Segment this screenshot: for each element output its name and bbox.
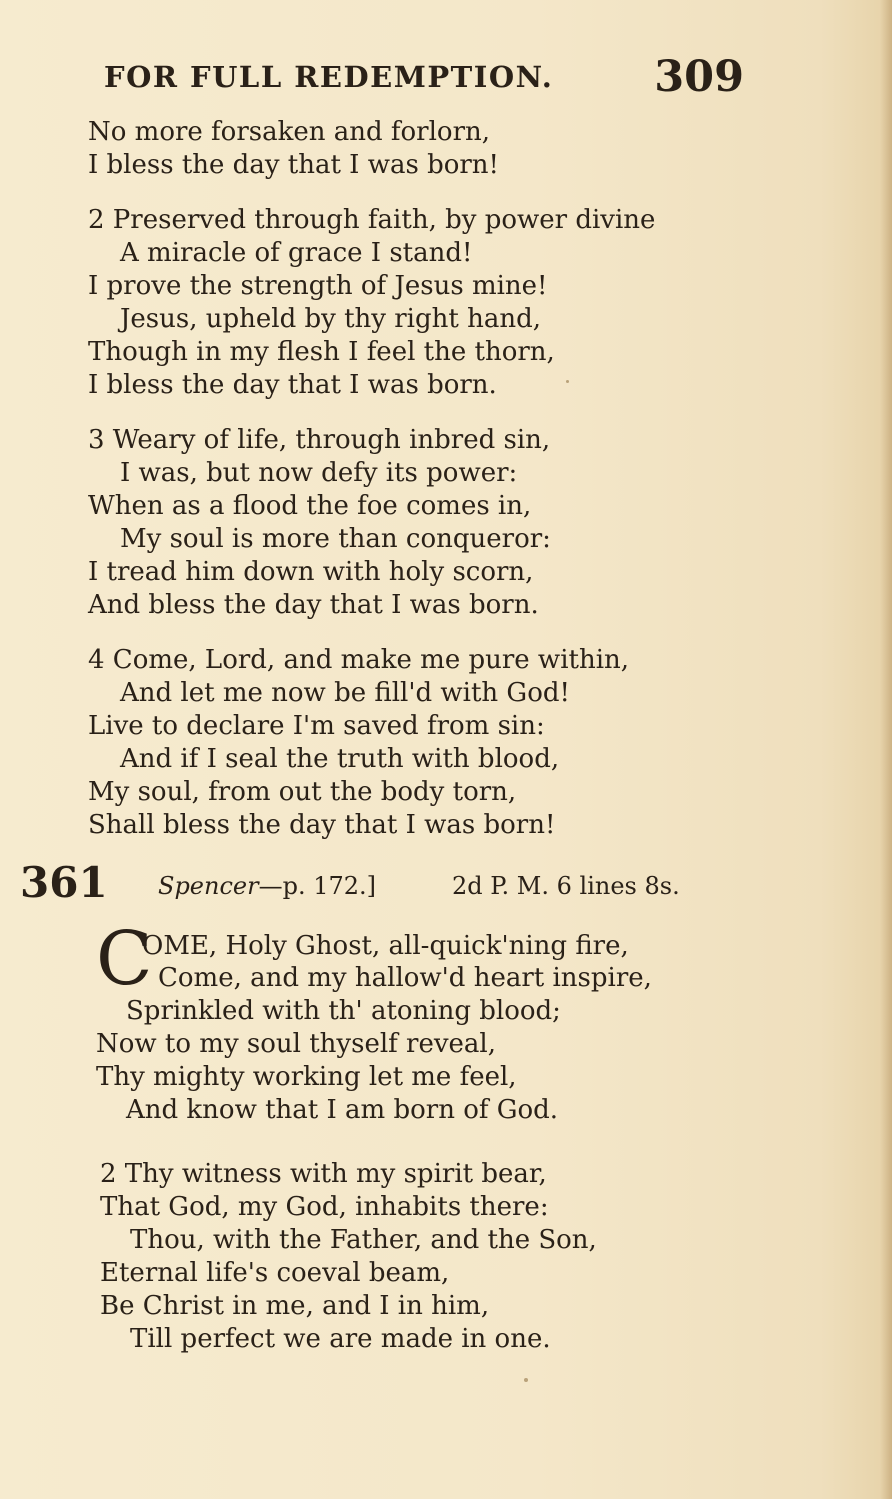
verse-line: Now to my soul thyself reveal, bbox=[96, 1029, 497, 1059]
verse-line: 2 Preserved through faith, by power divine bbox=[88, 205, 656, 235]
tune-reference bbox=[158, 872, 376, 900]
verse-line: Come, and my hallow'd heart inspire, bbox=[158, 963, 652, 993]
hymn-header bbox=[20, 858, 720, 910]
running-head: FOR FULL REDEMPTION. bbox=[104, 60, 554, 94]
verse-line: I prove the strength of Jesus mine! bbox=[88, 271, 548, 301]
hymn-number: 361 bbox=[20, 858, 108, 907]
paper-speck bbox=[566, 380, 569, 383]
tune-page-ref: —p. 172.] bbox=[258, 872, 377, 900]
verse-line: Shall bless the day that I was born! bbox=[88, 810, 556, 840]
verse-line: I tread him down with holy scorn, bbox=[88, 557, 534, 587]
verse-line: A miracle of grace I stand! bbox=[120, 238, 473, 268]
verse-line: When as a flood the foe comes in, bbox=[88, 491, 532, 521]
verse-line: 4 Come, Lord, and make me pure within, bbox=[88, 645, 630, 675]
page-number: 309 bbox=[654, 52, 744, 102]
verse-line: I bless the day that I was born. bbox=[88, 370, 497, 400]
verse-line: No more forsaken and forlorn, bbox=[88, 117, 491, 147]
verse-line: And know that I am born of God. bbox=[126, 1095, 559, 1125]
verse-line: My soul is more than conqueror: bbox=[120, 524, 551, 554]
verse-line: Live to declare I'm saved from sin: bbox=[88, 711, 545, 741]
verse-line: Till perfect we are made in one. bbox=[130, 1324, 551, 1354]
verse-line: Though in my flesh I feel the thorn, bbox=[88, 337, 555, 367]
verse-line: 2 Thy witness with my spirit bear, bbox=[100, 1159, 547, 1189]
page-edge-shadow bbox=[880, 0, 892, 1499]
drop-cap: C bbox=[96, 916, 153, 1002]
page-header bbox=[104, 52, 744, 102]
verse-line: I was, but now defy its power: bbox=[120, 458, 518, 488]
verse-line: I bless the day that I was born! bbox=[88, 150, 499, 180]
verse-line: Be Christ in me, and I in him, bbox=[100, 1291, 490, 1321]
verse-line: Thy mighty working let me feel, bbox=[96, 1062, 517, 1092]
verse-line: Sprinkled with th' atoning blood; bbox=[126, 996, 561, 1026]
meter: 2d P. M. 6 lines 8s. bbox=[452, 872, 680, 900]
verse-line: And let me now be fill'd with God! bbox=[120, 678, 570, 708]
verse-line: And if I seal the truth with blood, bbox=[120, 744, 560, 774]
verse-line: 3 Weary of life, through inbred sin, bbox=[88, 425, 551, 455]
paper-speck bbox=[524, 1378, 528, 1382]
verse-line: OME, Holy Ghost, all-quick'ning fire, bbox=[142, 931, 629, 961]
verse-line: That God, my God, inhabits there: bbox=[100, 1192, 549, 1222]
verse-line: My soul, from out the body torn, bbox=[88, 777, 517, 807]
verse-line: Thou, with the Father, and the Son, bbox=[130, 1225, 597, 1255]
tune-name: Spencer bbox=[158, 872, 259, 900]
verse-line: Eternal life's coeval beam, bbox=[100, 1258, 450, 1288]
verse-line: Jesus, upheld by thy right hand, bbox=[120, 304, 542, 334]
verse-line: And bless the day that I was born. bbox=[88, 590, 539, 620]
